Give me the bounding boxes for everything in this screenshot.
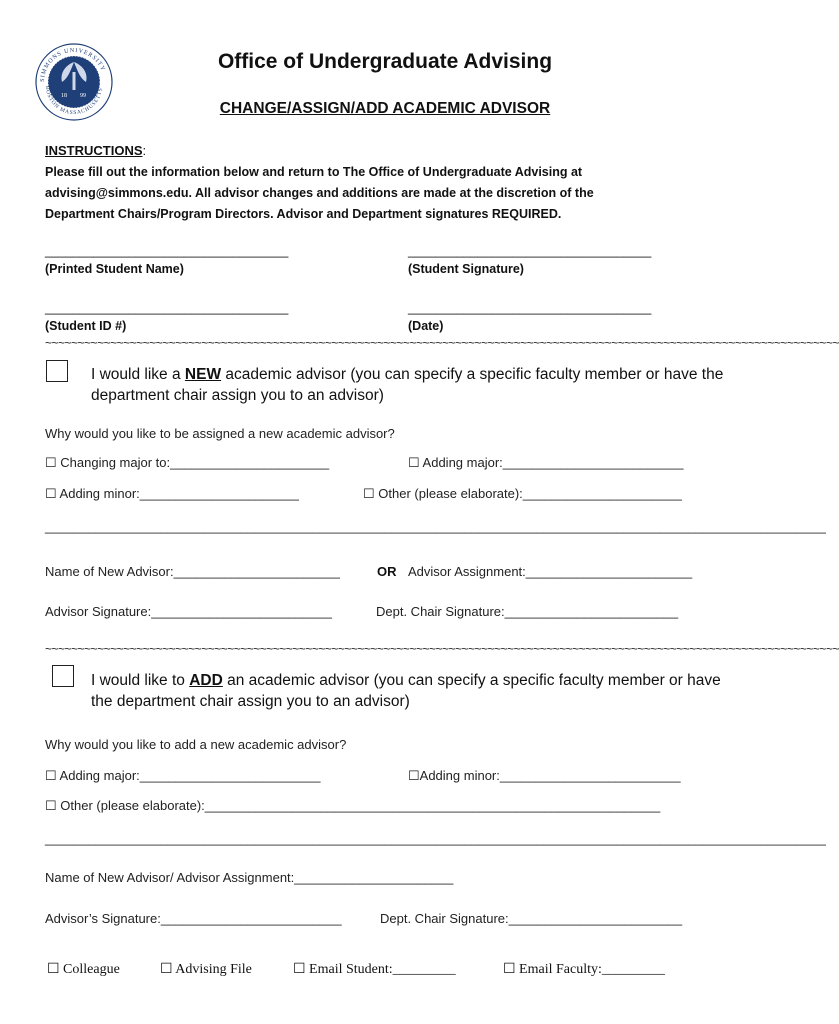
student-id-label: (Student ID #) [45, 319, 127, 333]
instructions-line-1: Please fill out the information below and return to The Office of Undergraduate Advising at [45, 165, 583, 179]
seal-year-left: 18 [61, 93, 67, 99]
add-keyword: ADD [189, 672, 223, 689]
student-signature-label: (Student Signature) [408, 262, 524, 276]
new-advisor-question: Why would you like to be assigned a new academic advisor? [45, 426, 395, 441]
add-adding-minor-field[interactable]: ☐Adding minor:_________________________ [408, 768, 681, 783]
printed-name-line[interactable]: ___________________________________ [45, 244, 289, 258]
instructions-heading: INSTRUCTIONS: [45, 143, 147, 158]
date-line[interactable]: ___________________________________ [408, 301, 652, 315]
seal-text-bottom: BOSTON MASSACHUSETTS [43, 85, 105, 117]
student-signature-line[interactable]: ___________________________________ [408, 244, 652, 258]
student-id-line[interactable]: ___________________________________ [45, 301, 289, 315]
instructions-line-2: advising@simmons.edu. All advisor changes and additions are made at the discretion of the [45, 186, 594, 200]
new-advisor-name-field[interactable]: Name of New Advisor:_______________________ [45, 564, 340, 579]
seal-text-top: SIMMONS UNIVERSITY [39, 47, 106, 83]
instructions-line-3: Department Chairs/Program Directors. Advisor and Department signatures REQUIRED. [45, 207, 562, 221]
advising-file-checkbox[interactable]: ☐ Advising File [160, 962, 252, 977]
page-title: Office of Undergraduate Advising [217, 50, 553, 73]
colleague-checkbox[interactable]: ☐ Colleague [47, 962, 120, 977]
or-label: OR [377, 564, 397, 579]
new-advisor-signature-field[interactable]: Advisor Signature:_________________________ [45, 604, 332, 619]
printed-name-label: (Printed Student Name) [45, 262, 184, 276]
new-adding-major-field[interactable]: ☐ Adding major:_________________________ [408, 455, 684, 470]
form-subtitle: CHANGE/ASSIGN/ADD ACADEMIC ADVISOR [219, 100, 551, 117]
add-advisor-option-text: I would like to ADD an academic advisor (you can specify a specific faculty member or have the department chair assign you to an advisor) [91, 672, 721, 710]
add-adding-major-field[interactable]: ☐ Adding major:_________________________ [45, 768, 321, 783]
changing-major-field[interactable]: ☐ Changing major to:______________________ [45, 455, 330, 470]
add-advisor-signature-field[interactable]: Advisor’s Signature:_________________________ [45, 911, 342, 926]
new-advisor-checkbox[interactable] [46, 360, 68, 382]
date-label: (Date) [408, 319, 444, 333]
email-student-checkbox[interactable]: ☐ Email Student:_________ [293, 962, 456, 977]
new-other-field[interactable]: ☐ Other (please elaborate):______________________ [363, 486, 682, 501]
email-faculty-checkbox[interactable]: ☐ Email Faculty:_________ [503, 962, 665, 977]
seal-year-right: 99 [80, 93, 86, 99]
add-advisor-name-assignment-field[interactable]: Name of New Advisor/ Advisor Assignment:______________________ [45, 870, 454, 885]
add-advisor-checkbox[interactable] [52, 665, 74, 687]
new-dept-chair-signature-field[interactable]: Dept. Chair Signature:________________________ [376, 604, 679, 619]
new-elaborate-line[interactable]: ____________________________________________________________________________________________________________ [45, 519, 826, 534]
add-advisor-question: Why would you like to add a new academic advisor? [45, 737, 347, 752]
new-adding-minor-field[interactable]: ☐ Adding minor:______________________ [45, 486, 299, 501]
add-dept-chair-signature-field[interactable]: Dept. Chair Signature:________________________ [380, 911, 683, 926]
new-keyword: NEW [184, 366, 222, 383]
add-elaborate-line[interactable]: ____________________________________________________________________________________________________________ [45, 831, 826, 846]
new-advisor-option-text: I would like a NEW academic advisor (you can specify a specific faculty member or have the department chair assign you to an advisor) [91, 366, 724, 404]
add-other-field[interactable]: ☐ Other (please elaborate):_______________________________________________________________ [45, 798, 661, 813]
section-separator-1: ~~~~~~~~~~~~~~~~~~~~~~~~~~~~~~~~~~~~~~~~~~~~~~~~~~~~~~~~~~~~~~~~~~~~~~~~~~~~~~~~~~~~~~~~~~~~~~~~~~~~~~~~~~~~~~~~~~~~~~~~~~ [45, 336, 839, 350]
advisor-assignment-field[interactable]: Advisor Assignment:_______________________ [408, 564, 693, 579]
section-separator-2: ~~~~~~~~~~~~~~~~~~~~~~~~~~~~~~~~~~~~~~~~~~~~~~~~~~~~~~~~~~~~~~~~~~~~~~~~~~~~~~~~~~~~~~~~~~~~~~~~~~~~~~~~~~~~~~~~~~~~~~~~~~ [45, 642, 839, 656]
